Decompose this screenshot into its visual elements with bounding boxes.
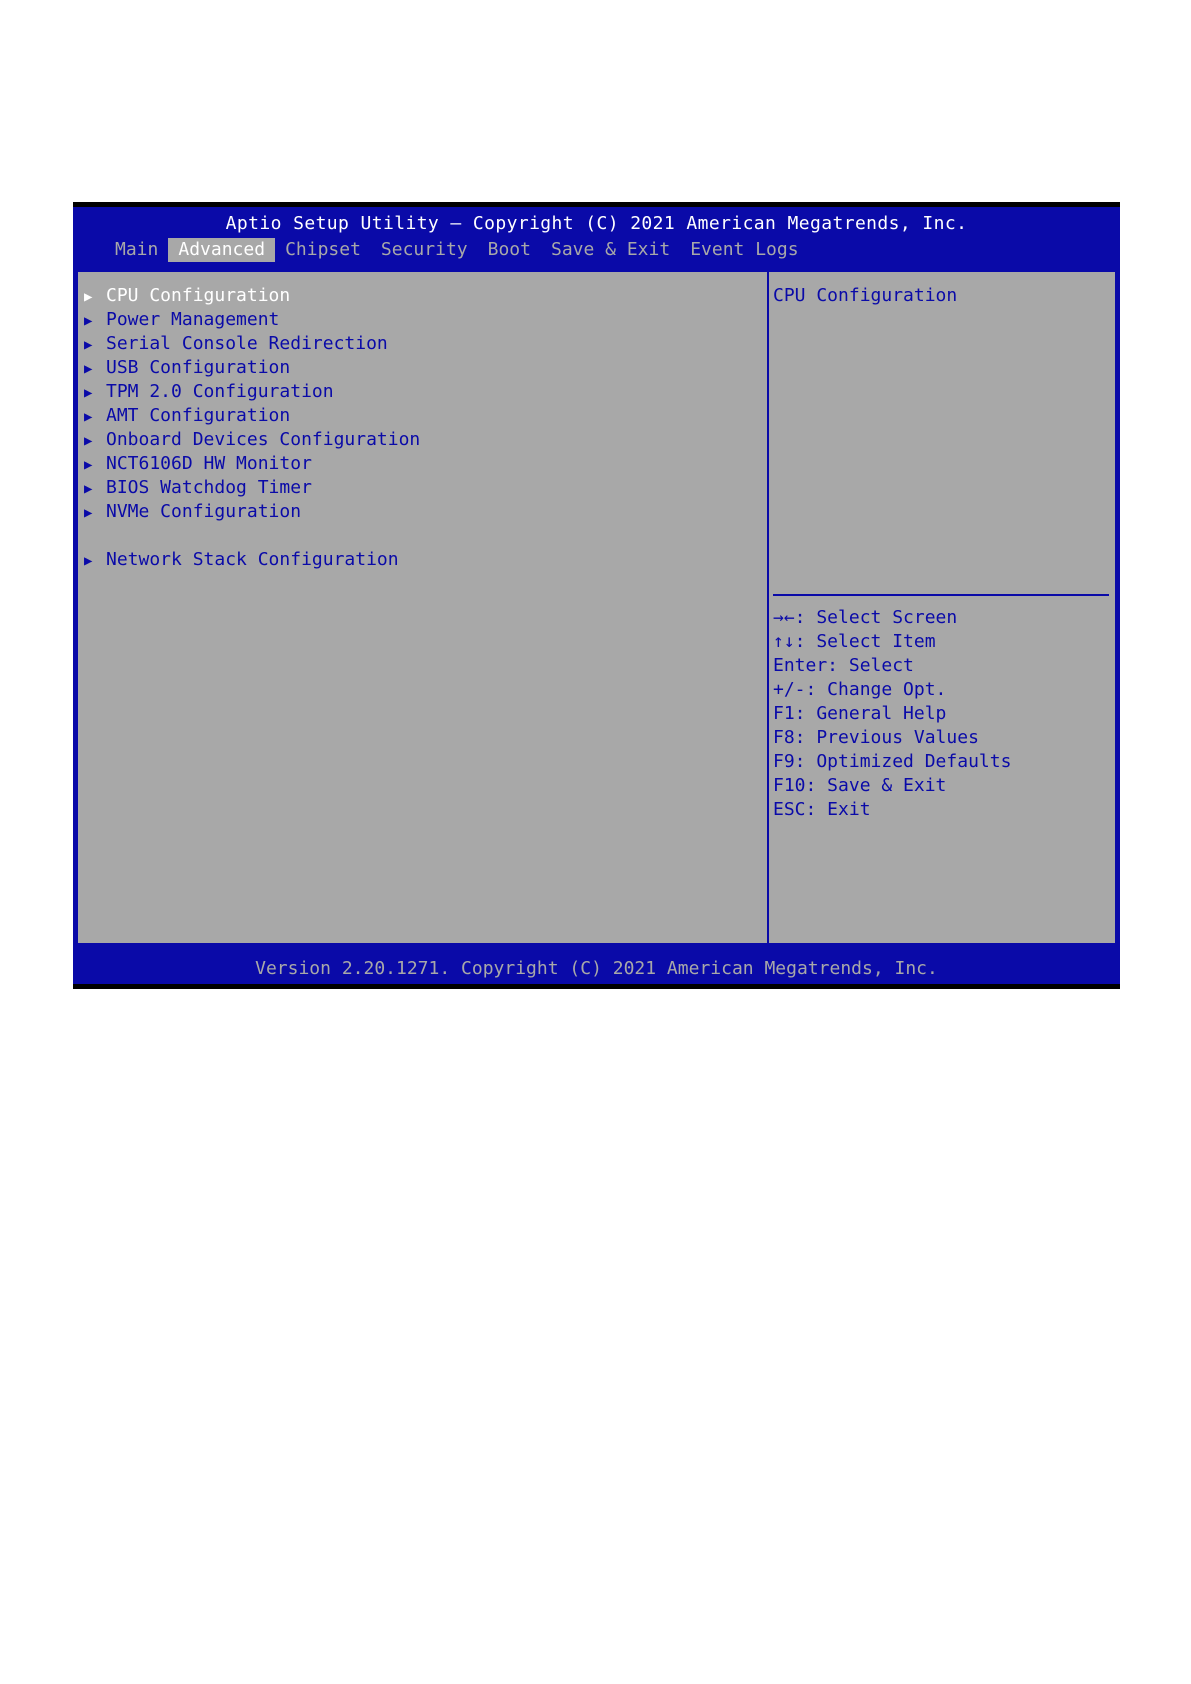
menu-item-label: AMT Configuration: [106, 405, 291, 426]
menu-item-usb-configuration[interactable]: [84, 356, 290, 380]
menu-item-label: TPM 2.0 Configuration: [106, 381, 334, 402]
utility-title: Aptio Setup Utility – Copyright (C) 2021 American Megatrends, Inc.: [225, 213, 968, 234]
menu-item-label: CPU Configuration: [106, 285, 291, 306]
menu-item-label: BIOS Watchdog Timer: [106, 477, 312, 498]
version-text: Version 2.20.1271. Copyright (C) 2021 American Megatrends, Inc.: [255, 958, 938, 979]
menu-item-label: Power Management: [106, 309, 280, 330]
menu-item-onboard-devices-configuration[interactable]: [84, 428, 420, 452]
tab-event-logs[interactable]: Event Logs: [690, 239, 799, 260]
key-hint-change-opt: +/-: Change Opt.: [773, 679, 947, 700]
key-hint-f8: F8: Previous Values: [773, 727, 979, 748]
title-bar: [73, 202, 1120, 259]
tab-main[interactable]: Main: [115, 239, 159, 260]
help-divider: [773, 594, 1109, 596]
tab-security[interactable]: Security: [380, 239, 468, 260]
tab-advanced[interactable]: Advanced: [168, 238, 275, 262]
submenu-arrow-icon: ▶: [84, 361, 93, 377]
key-hint-enter: Enter: Select: [773, 655, 914, 676]
menu-item-hw-monitor[interactable]: [84, 452, 312, 476]
key-hint-esc: ESC: Exit: [773, 799, 871, 820]
key-hint-select-screen: →←: Select Screen: [773, 607, 958, 628]
menu-item-label: NCT6106D HW Monitor: [106, 453, 312, 474]
submenu-arrow-icon: ▶: [84, 409, 93, 425]
key-hint-select-item: ↑↓: Select Item: [773, 631, 936, 652]
submenu-arrow-icon: ▶: [84, 337, 93, 353]
submenu-arrow-icon: ▶: [84, 481, 93, 497]
menu-item-nvme-configuration[interactable]: [84, 500, 301, 524]
submenu-arrow-icon: ▶: [84, 289, 93, 305]
menu-item-label: Network Stack Configuration: [106, 549, 399, 570]
menu-item-label: USB Configuration: [106, 357, 291, 378]
menu-item-power-management[interactable]: [84, 308, 279, 332]
menu-item-network-stack-configuration[interactable]: [84, 548, 399, 572]
submenu-arrow-icon: ▶: [84, 313, 93, 329]
footer-bar: [73, 952, 1120, 989]
submenu-arrow-icon: ▶: [84, 385, 93, 401]
help-description: CPU Configuration: [773, 285, 958, 306]
submenu-arrow-icon: ▶: [84, 457, 93, 473]
menu-item-label: NVMe Configuration: [106, 501, 302, 522]
menu-item-serial-console-redirection[interactable]: [84, 332, 388, 356]
menu-item-tpm-configuration[interactable]: [84, 380, 334, 404]
tab-save-exit[interactable]: Save & Exit: [550, 239, 671, 260]
submenu-arrow-icon: ▶: [84, 505, 93, 521]
tab-bar: [105, 238, 809, 262]
bios-screen: [73, 202, 1120, 989]
tab-boot[interactable]: Boot: [487, 239, 531, 260]
key-hint-f10: F10: Save & Exit: [773, 775, 947, 796]
key-hint-f9: F9: Optimized Defaults: [773, 751, 1012, 772]
key-hint-f1: F1: General Help: [773, 703, 947, 724]
submenu-arrow-icon: ▶: [84, 433, 93, 449]
submenu-arrow-icon: ▶: [84, 553, 93, 569]
menu-item-cpu-configuration[interactable]: [84, 284, 290, 308]
menu-item-bios-watchdog-timer[interactable]: [84, 476, 312, 500]
menu-item-label: Onboard Devices Configuration: [106, 429, 421, 450]
tab-chipset[interactable]: Chipset: [285, 239, 361, 260]
menu-item-label: Serial Console Redirection: [106, 333, 388, 354]
main-panel: [76, 270, 1117, 945]
menu-panel: [78, 272, 769, 943]
menu-item-amt-configuration[interactable]: [84, 404, 290, 428]
help-panel: [769, 272, 1115, 943]
